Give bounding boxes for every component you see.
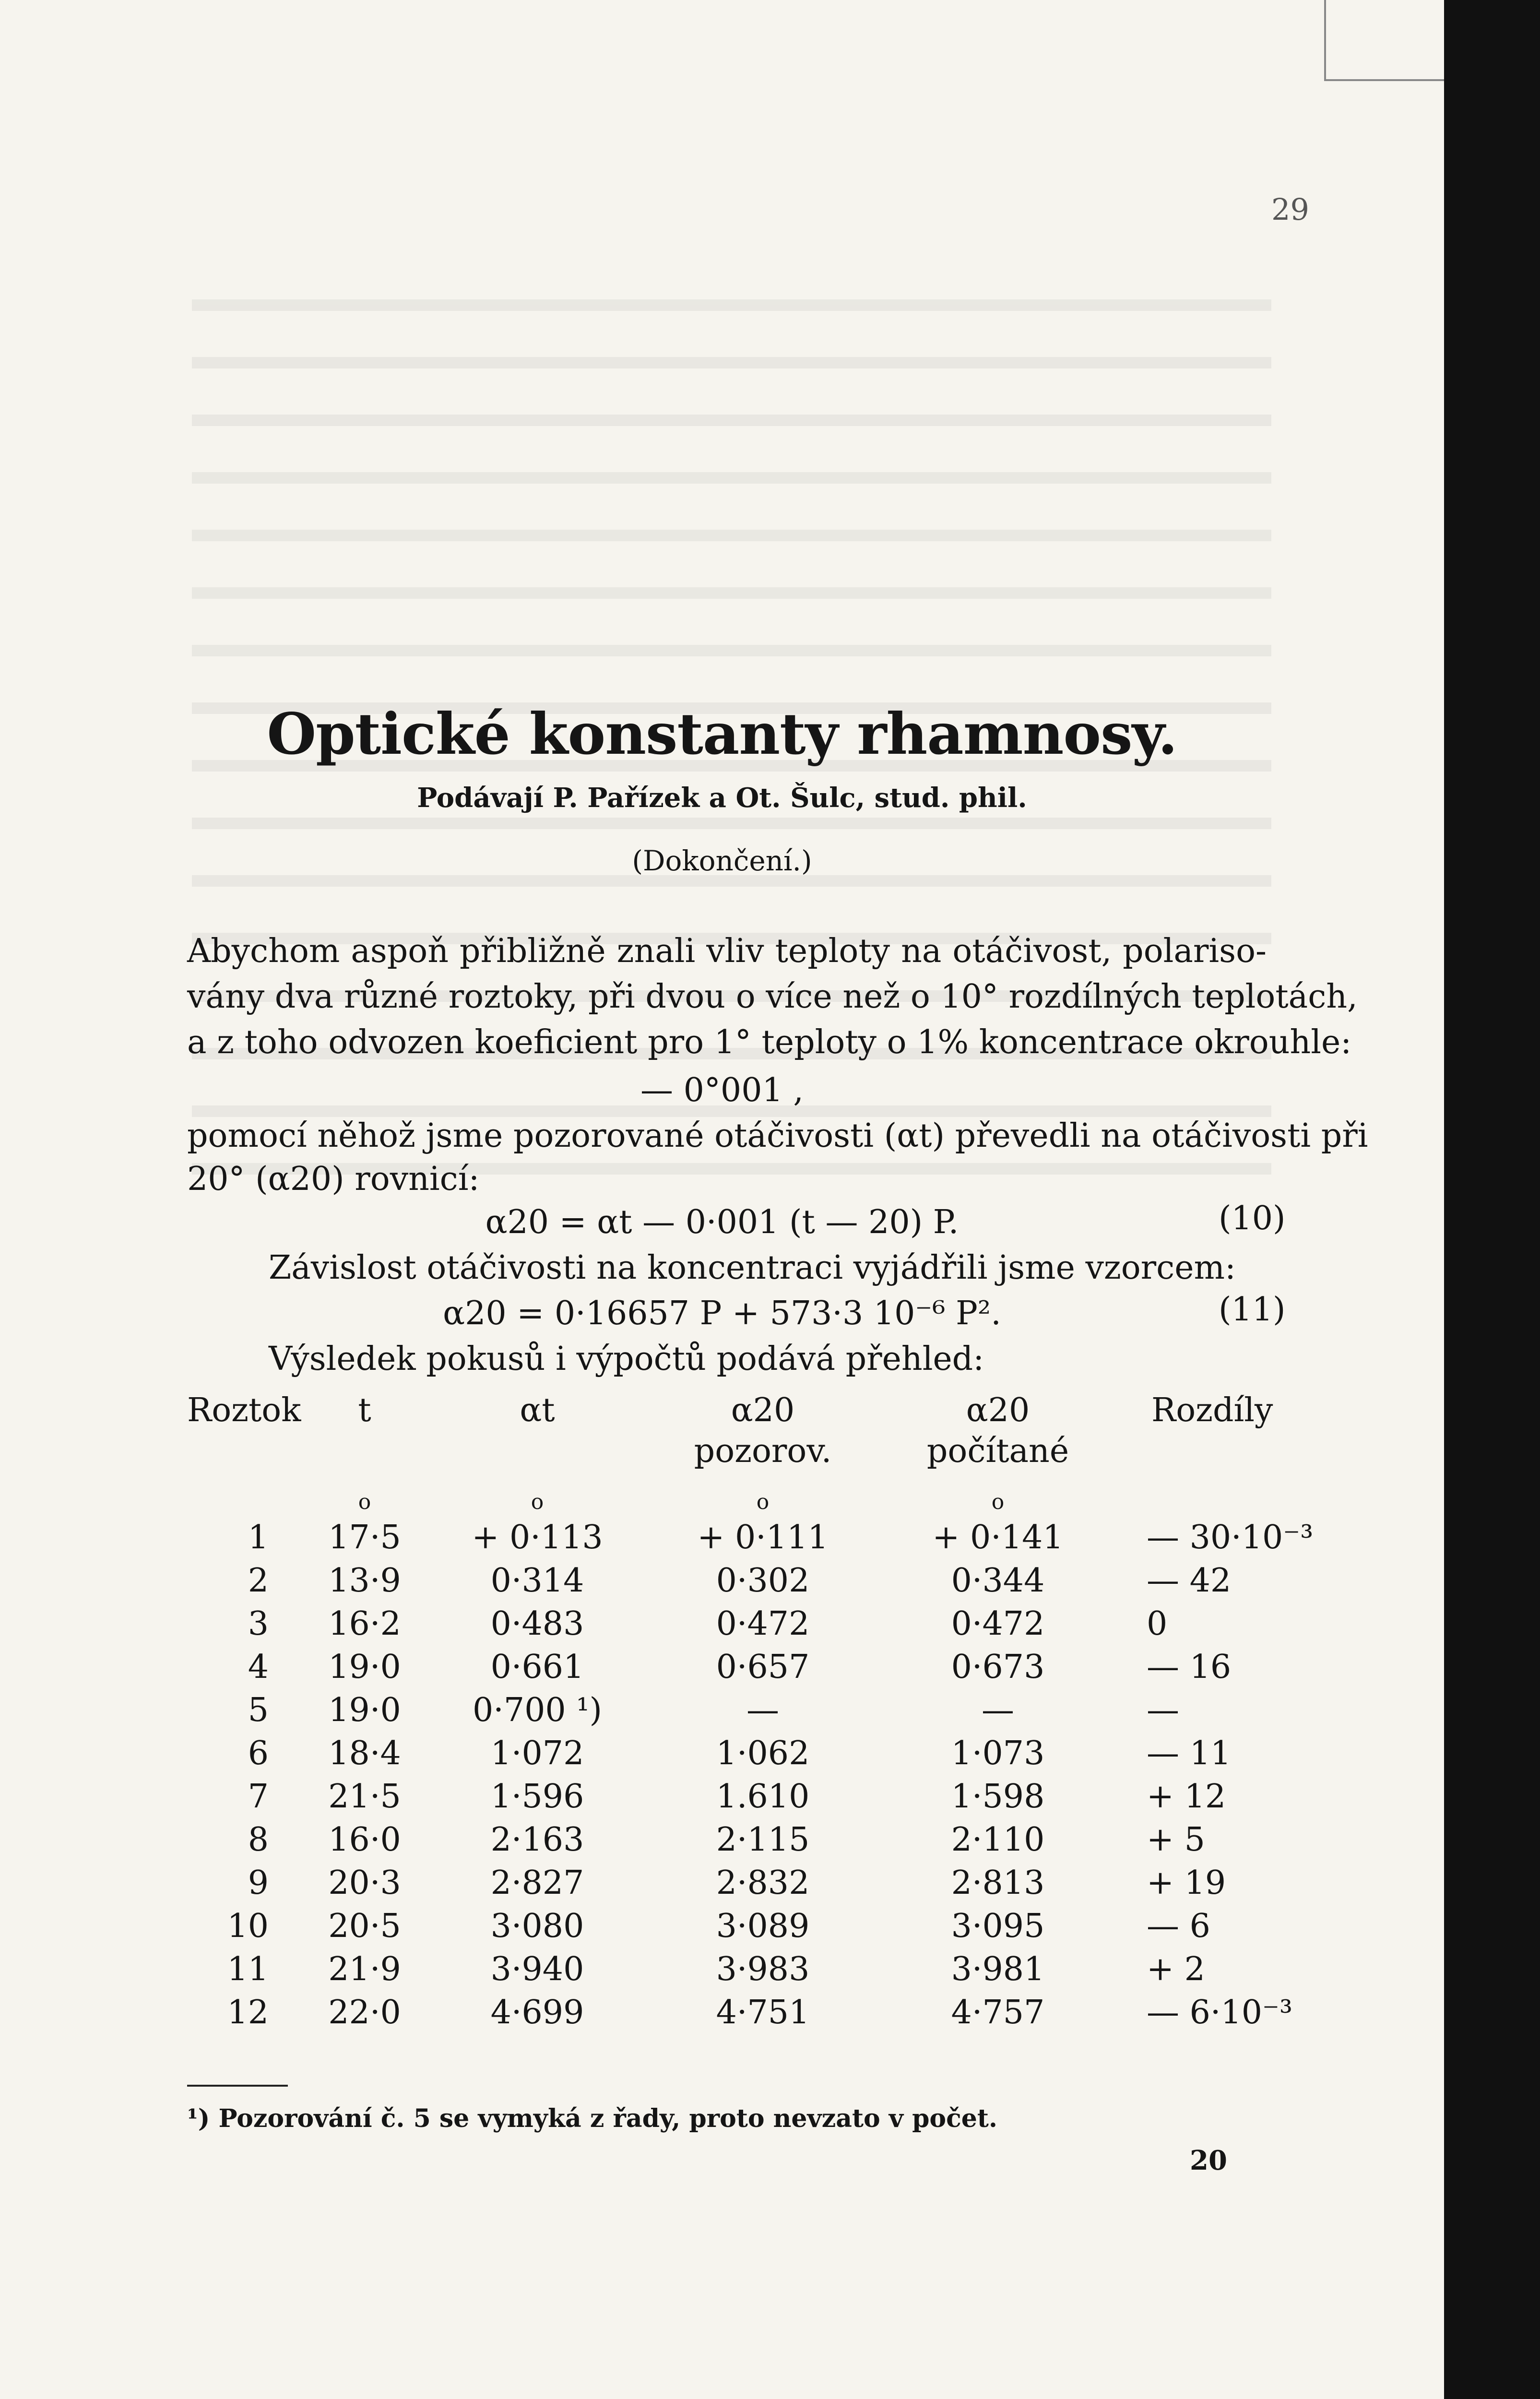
table-cell: 1·073: [951, 1734, 1045, 1772]
table-header-roztok: Roztok: [187, 1391, 301, 1429]
table-cell: 3·089: [716, 1907, 810, 1945]
table-cell: 2·163: [490, 1821, 584, 1859]
table-subheader-pozorov: pozorov.: [694, 1432, 832, 1470]
table-cell: 11: [227, 1950, 269, 1988]
table-header-alpha20-obs: α20: [731, 1391, 795, 1429]
paragraph-line: 20° (α20) rovnicí:: [187, 1160, 480, 1198]
table-cell: 4·751: [716, 1994, 810, 2031]
table-cell: 2·832: [716, 1864, 810, 1902]
table-cell: 1: [248, 1519, 269, 1556]
table-cell: 4·699: [490, 1994, 584, 2031]
table-cell: 0·673: [951, 1648, 1045, 1686]
table-cell: 18·4: [328, 1734, 401, 1772]
table-cell: + 19: [1147, 1864, 1226, 1902]
equation-10-number: (10): [1219, 1200, 1286, 1237]
equation-11: α20 = 0·16657 P + 573·3 10⁻⁶ P².: [443, 1295, 1001, 1332]
table-cell: 3·080: [490, 1907, 584, 1945]
table-cell: 3·983: [716, 1950, 810, 1988]
table-cell: 0·302: [716, 1562, 810, 1600]
table-cell: 0·472: [951, 1605, 1045, 1643]
table-cell: 16·0: [328, 1821, 401, 1859]
unit-degree: o: [756, 1490, 770, 1514]
table-cell: 20·5: [328, 1907, 401, 1945]
corner-mark: 29: [1271, 192, 1309, 227]
paragraph-line: Abychom aspoň přibližně znali vliv teploty na otáčivost, polariso-: [187, 932, 1267, 970]
table-cell: 2·813: [951, 1864, 1045, 1902]
table-cell: 9: [248, 1864, 269, 1902]
table-cell: 6: [248, 1734, 269, 1772]
table-cell: — 42: [1147, 1562, 1232, 1600]
table-cell: 1·596: [490, 1778, 584, 1816]
table-cell: 1·072: [490, 1734, 584, 1772]
table-cell: 0·472: [716, 1605, 810, 1643]
table-cell: + 2: [1147, 1950, 1205, 1988]
footnote: ¹) Pozorování č. 5 se vymyká z řady, proto nevzato v počet.: [187, 2104, 997, 2133]
table-cell: + 0·113: [472, 1519, 603, 1556]
paragraph-line: vány dva různé roztoky, při dvou o více než o 10° rozdílných teplotách,: [187, 978, 1358, 1016]
table-cell: — 6·10⁻³: [1147, 1994, 1293, 2031]
table-cell: 7: [248, 1778, 269, 1816]
table-cell: 19·0: [328, 1648, 401, 1686]
table-cell: 4: [248, 1648, 269, 1686]
paragraph-line: a z toho odvozen koeficient pro 1° teploty o 1% koncentrace okrouhle:: [187, 1023, 1352, 1061]
table-cell: 21·5: [328, 1778, 401, 1816]
corner-frame: [1324, 0, 1444, 81]
unit-degree: o: [358, 1490, 371, 1514]
table-cell: 2·115: [716, 1821, 810, 1859]
unit-degree: o: [991, 1490, 1005, 1514]
table-cell: 2·110: [951, 1821, 1045, 1859]
table-cell: 13·9: [328, 1562, 401, 1600]
coefficient: — 0°001 ,: [640, 1071, 804, 1109]
table-subheader-pocitane: počítané: [926, 1432, 1069, 1470]
table-cell: 3·981: [951, 1950, 1045, 1988]
table-cell: 0·483: [490, 1605, 584, 1643]
table-cell: — 11: [1147, 1734, 1232, 1772]
paragraph-line: Výsledek pokusů i výpočtů podává přehled:: [269, 1340, 984, 1378]
table-cell: 4·757: [951, 1994, 1045, 2031]
table-cell: 2: [248, 1562, 269, 1600]
table-cell: 21·9: [328, 1950, 401, 1988]
table-cell: — 16: [1147, 1648, 1232, 1686]
table-cell: 2·827: [490, 1864, 584, 1902]
table-header-alpha20-calc: α20: [966, 1391, 1030, 1429]
continued-note: (Dokončení.): [632, 844, 812, 877]
table-cell: 0·657: [716, 1648, 810, 1686]
article-title: Optické konstanty rhamnosy.: [267, 701, 1177, 767]
table-cell: —: [982, 1691, 1014, 1729]
table-cell: 5: [248, 1691, 269, 1729]
table-cell: 0·344: [951, 1562, 1045, 1600]
table-cell: 20·3: [328, 1864, 401, 1902]
table-cell: —: [746, 1691, 779, 1729]
table-header-rozdily: Rozdíly: [1151, 1391, 1273, 1429]
table-cell: 19·0: [328, 1691, 401, 1729]
table-cell: 1·598: [951, 1778, 1045, 1816]
table-header-alpha-t: αt: [520, 1391, 555, 1429]
table-cell: — 30·10⁻³: [1147, 1519, 1314, 1556]
equation-10: α20 = αt — 0·001 (t — 20) P.: [485, 1203, 959, 1241]
table-header-t: t: [358, 1391, 371, 1429]
table-cell: 17·5: [328, 1519, 401, 1556]
table-cell: 3·940: [490, 1950, 584, 1988]
table-cell: + 5: [1147, 1821, 1205, 1859]
table-cell: 1.610: [716, 1778, 810, 1816]
table-cell: 10: [227, 1907, 269, 1945]
table-cell: 3: [248, 1605, 269, 1643]
table-cell: 0·661: [490, 1648, 584, 1686]
table-cell: 0·700 ¹): [472, 1691, 603, 1729]
table-cell: 16·2: [328, 1605, 401, 1643]
byline: Podávají P. Pařízek a Ot. Šulc, stud. phil.: [417, 782, 1027, 814]
table-cell: + 12: [1147, 1778, 1226, 1816]
table-cell: + 0·141: [932, 1519, 1064, 1556]
paragraph-line: Závislost otáčivosti na koncentraci vyjádřili jsme vzorcem:: [269, 1249, 1236, 1287]
paragraph-line: pomocí něhož jsme pozorované otáčivosti (αt) převedli na otáčivosti při: [187, 1117, 1368, 1155]
table-cell: — 6: [1147, 1907, 1210, 1945]
table-cell: 8: [248, 1821, 269, 1859]
table-cell: —: [1147, 1691, 1179, 1729]
table-cell: 0: [1147, 1605, 1168, 1643]
table-cell: + 0·111: [697, 1519, 829, 1556]
unit-degree: o: [531, 1490, 544, 1514]
footnote-rule: [187, 2085, 288, 2087]
scan-border: [1444, 0, 1540, 2399]
page-number: 20: [1190, 2145, 1227, 2176]
equation-11-number: (11): [1219, 1291, 1286, 1329]
table-cell: 3·095: [951, 1907, 1045, 1945]
table-cell: 1·062: [716, 1734, 810, 1772]
table-cell: 0·314: [490, 1562, 584, 1600]
table-cell: 22·0: [328, 1994, 401, 2031]
table-cell: 12: [227, 1994, 269, 2031]
